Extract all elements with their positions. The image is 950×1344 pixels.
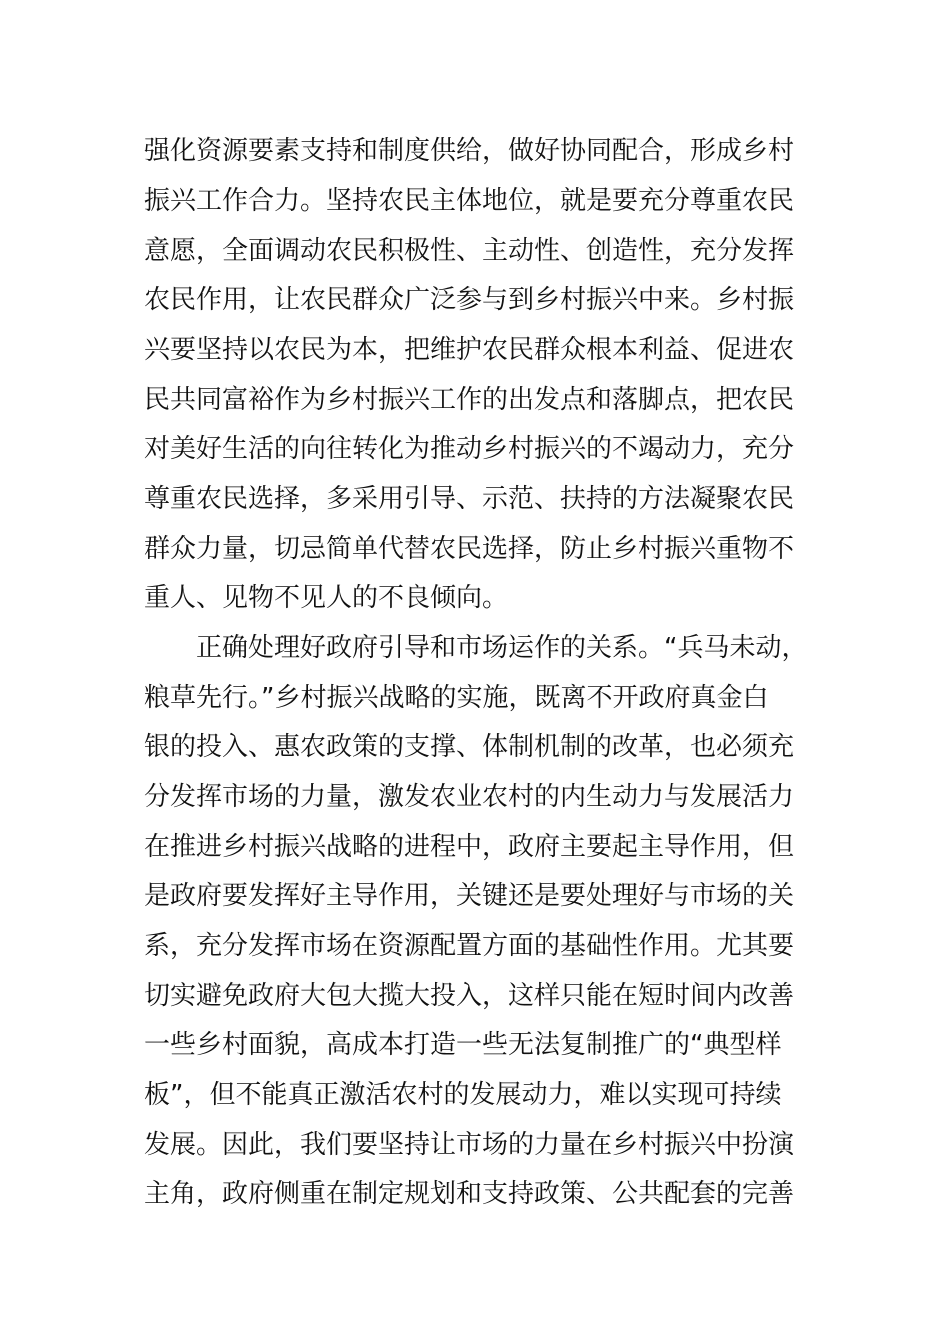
text-line: 粮草先行。”乡村振兴战略的实施，既离不开政府真金白	[144, 683, 769, 713]
text-line: 在推进乡村振兴战略的进程中，政府主要起主导作用，但	[144, 832, 795, 862]
text-line: 板”，但不能真正激活农村的发展动力，难以实现可持续	[144, 1080, 782, 1110]
text-line: 群众力量，切忌简单代替农民选择，防止乡村振兴重物不	[144, 534, 795, 564]
text-line: 一些乡村面貌，高成本打造一些无法复制推广的“典型样	[144, 1030, 782, 1060]
paragraph-heading-line: 正确处理好政府引导和市场运作的关系。“兵马未动，	[196, 633, 808, 663]
text-line: 银的投入、惠农政策的支撑、体制机制的改革，也必须充	[144, 732, 795, 762]
text-line: 分发挥市场的力量，激发农业农村的内生动力与发展活力	[144, 782, 795, 812]
text-line: 兴要坚持以农民为本，把维护农民群众根本利益、促进农	[144, 335, 795, 365]
text-line: 发展。因此，我们要坚持让市场的力量在乡村振兴中扮演	[144, 1130, 795, 1160]
text-line: 对美好生活的向往转化为推动乡村振兴的不竭动力，充分	[144, 434, 795, 464]
text-line: 强化资源要素支持和制度供给，做好协同配合，形成乡村	[144, 136, 795, 166]
text-line: 尊重农民选择，多采用引导、示范、扶持的方法凝聚农民	[144, 484, 795, 514]
text-line: 主角，政府侧重在制定规划和支持政策、公共配套的完善	[144, 1179, 795, 1209]
text-line: 切实避免政府大包大揽大投入，这样只能在短时间内改善	[144, 981, 795, 1011]
text-line: 重人、见物不见人的不良倾向。	[144, 583, 509, 613]
text-line: 民共同富裕作为乡村振兴工作的出发点和落脚点，把农民	[144, 385, 795, 415]
text-line: 是政府要发挥好主导作用，关键还是要处理好与市场的关	[144, 881, 795, 911]
text-line: 意愿，全面调动农民积极性、主动性、创造性，充分发挥	[144, 236, 795, 266]
text-line: 系，充分发挥市场在资源配置方面的基础性作用。尤其要	[144, 931, 795, 961]
text-line: 振兴工作合力。坚持农民主体地位，就是要充分尊重农民	[144, 186, 795, 216]
text-line: 农民作用，让农民群众广泛参与到乡村振兴中来。乡村振	[144, 285, 795, 315]
